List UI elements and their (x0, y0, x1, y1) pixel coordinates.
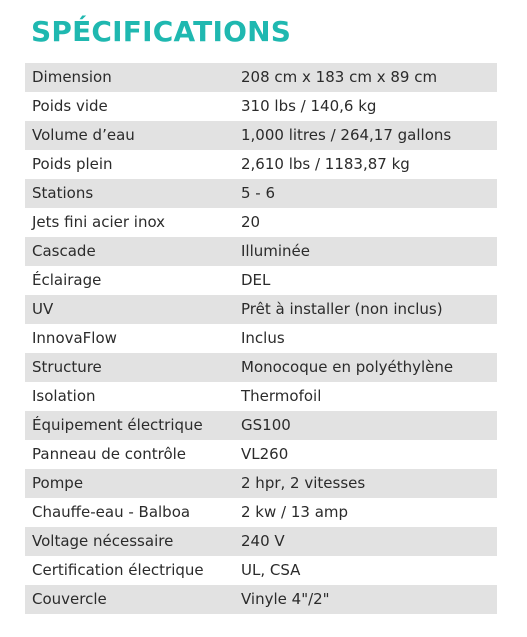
spec-label: Jets fini acier inox (32, 213, 166, 231)
spec-label: Isolation (32, 387, 96, 405)
spec-row-volume-eau (25, 121, 497, 150)
spec-value: Monocoque en polyéthylène (241, 358, 454, 376)
spec-label: Équipement électrique (32, 416, 203, 434)
spec-value: Prêt à installer (non inclus) (241, 300, 443, 318)
spec-label: Certification électrique (32, 561, 204, 579)
spec-value: DEL (241, 271, 271, 289)
spec-value: Thermofoil (241, 387, 322, 405)
spec-value: Inclus (241, 329, 285, 347)
specifications-table (25, 63, 497, 614)
spec-label: Cascade (32, 242, 96, 260)
spec-value: 20 (241, 213, 261, 231)
spec-value: Illuminée (241, 242, 311, 260)
page-title: SPÉCIFICATIONS (31, 15, 292, 48)
spec-value: VL260 (241, 445, 289, 463)
spec-value: 208 cm x 183 cm x 89 cm (241, 68, 438, 86)
spec-row-couvercle (25, 585, 497, 614)
spec-value: UL, CSA (241, 561, 301, 579)
spec-row-poids-vide (25, 92, 497, 121)
spec-row-eclairage (25, 266, 497, 295)
spec-row-innovaflow (25, 324, 497, 353)
spec-value: 310 lbs / 140,6 kg (241, 97, 377, 115)
spec-row-voltage (25, 527, 497, 556)
spec-row-panneau-controle (25, 440, 497, 469)
spec-row-stations (25, 179, 497, 208)
spec-label: Poids plein (32, 155, 113, 173)
spec-label: Stations (32, 184, 94, 202)
spec-row-isolation (25, 382, 497, 411)
spec-label: Voltage nécessaire (32, 532, 174, 550)
spec-label: Pompe (32, 474, 84, 492)
spec-value: 2 kw / 13 amp (241, 503, 349, 521)
spec-row-uv (25, 295, 497, 324)
spec-row-dimension (25, 63, 497, 92)
spec-row-structure (25, 353, 497, 382)
spec-row-chauffe-eau (25, 498, 497, 527)
spec-label: UV (32, 300, 54, 318)
spec-row-cascade (25, 237, 497, 266)
spec-value: 240 V (241, 532, 285, 550)
spec-label: InnovaFlow (32, 329, 117, 347)
spec-label: Volume d’eau (32, 126, 135, 144)
spec-label: Éclairage (32, 271, 102, 289)
spec-row-certification (25, 556, 497, 585)
spec-value: 2 hpr, 2 vitesses (241, 474, 366, 492)
spec-label: Poids vide (32, 97, 108, 115)
spec-row-poids-plein (25, 150, 497, 179)
spec-row-jets (25, 208, 497, 237)
spec-value: 2,610 lbs / 1183,87 kg (241, 155, 410, 173)
spec-label: Panneau de contrôle (32, 445, 187, 463)
spec-label: Dimension (32, 68, 112, 86)
spec-value: 1,000 litres / 264,17 gallons (241, 126, 452, 144)
spec-value: 5 - 6 (241, 184, 276, 202)
spec-row-pompe (25, 469, 497, 498)
spec-row-equipement-electrique (25, 411, 497, 440)
spec-label: Couvercle (32, 590, 107, 608)
spec-value: Vinyle 4"/2" (241, 590, 330, 608)
spec-label: Structure (32, 358, 102, 376)
spec-value: GS100 (241, 416, 291, 434)
spec-label: Chauffe-eau - Balboa (32, 503, 191, 521)
